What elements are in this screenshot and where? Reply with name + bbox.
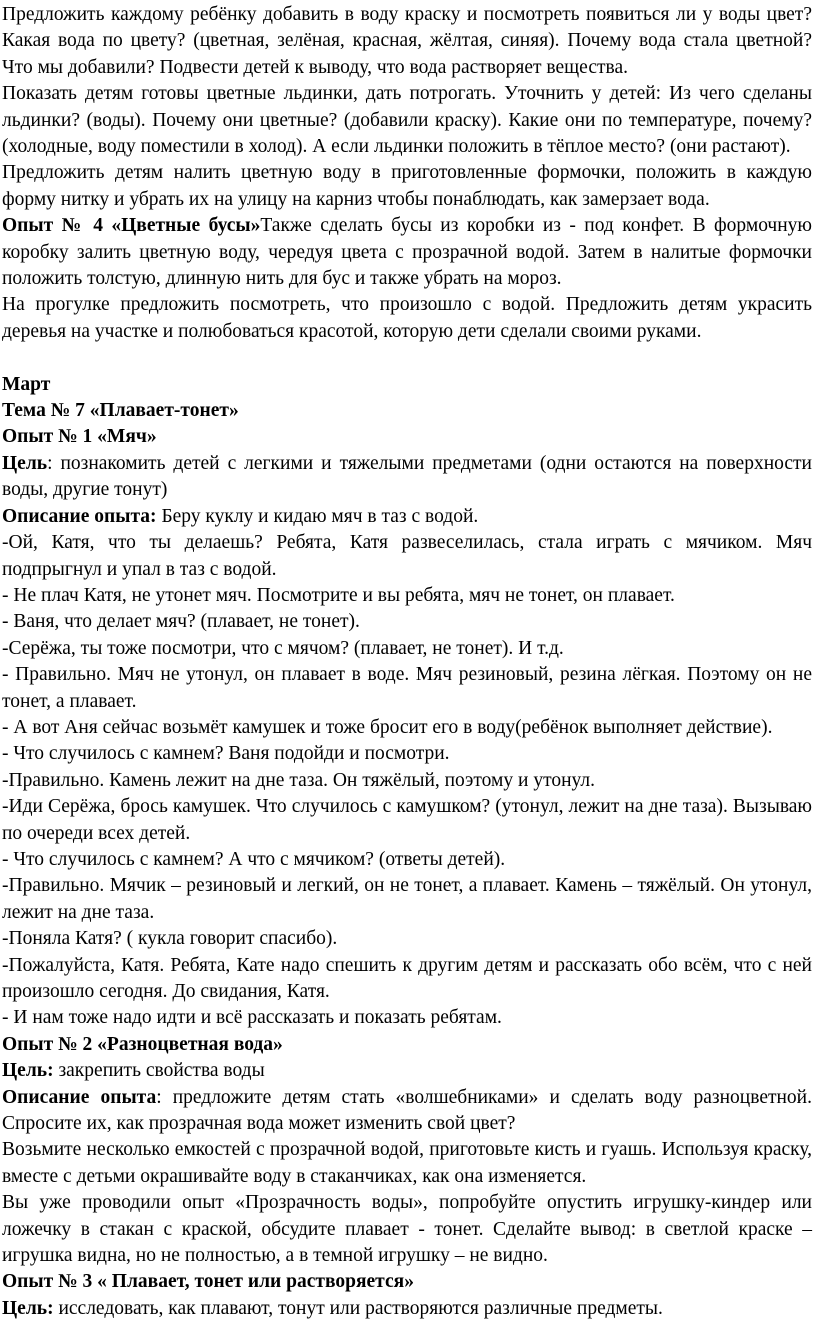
goal-label: Цель — [2, 452, 48, 474]
dialogue-line: -Правильно. Мячик – резиновый и легкий, он не тонет, а плавает. Камень – тяжёлый. Он утонул, лежит на дне таза. — [2, 875, 812, 923]
dialogue-line: -Поняла Катя? ( кукла говорит спасибо). — [2, 928, 338, 950]
dialogue-line: - Не плач Катя, не утонет мяч. Посмотрите и вы ребята, мяч не тонет, он плавает. — [2, 584, 675, 606]
goal-text: : познакомить детей с легкими и тяжелыми предметами (одни остаются на поверхности воды, другие тонут) — [2, 452, 812, 501]
paragraph: Предложить детям налить цветную воду в приготовленные формочки, положить в каждую форму нитку и убрать их на улицу на карниз чтобы понаблюдать, как замерзает вода. — [2, 162, 812, 210]
goal-paragraph — [2, 1058, 812, 1084]
goal-paragraph — [2, 451, 812, 504]
blank-line — [2, 345, 812, 371]
experiment-label: Опыт № 4 «Цветные бусы» — [2, 215, 261, 237]
experiment-heading: Опыт № 2 «Разноцветная вода» — [2, 1033, 283, 1055]
dialogue-line: - Что случилось с камнем? А что с мячиком? (ответы детей). — [2, 848, 506, 870]
dialogue-line: - И нам тоже надо идти и всё рассказать и показать ребятам. — [2, 1007, 502, 1029]
goal-text: закрепить свойства воды — [53, 1060, 265, 1082]
description-label: Описание опыта — [2, 1086, 157, 1108]
description-text: Беру куклу и кидаю мяч в таз с водой. — [156, 505, 479, 527]
goal-label: Цель: — [2, 1060, 54, 1082]
description-label: Описание опыта: — [2, 505, 157, 527]
paragraph: Вы уже проводили опыт «Прозрачность воды», попробуйте опустить игрушку-киндер или ложечку в стакан с краской, обсудите плавает - тонет. Сделайте вывод: в светлой краске – игрушка видна, но не полностью, а в темной игрушку – не видно. — [2, 1192, 812, 1267]
description-paragraph — [2, 504, 812, 530]
goal-label: Цель: — [2, 1297, 54, 1319]
paragraph: Возьмите несколько емкостей с прозрачной водой, приготовьте кисть и гуашь. Используя краску, вместе с детьми окрашивайте воду в стаканчиках, как она изменяется. — [2, 1139, 812, 1187]
experiment-heading: Опыт № 3 « Плавает, тонет или растворяется» — [2, 1271, 414, 1293]
dialogue-line: -Иди Серёжа, брось камушек. Что случилось с камушком? (утонул, лежит на дне таза). Вызываю по очереди всех детей. — [2, 796, 812, 844]
paragraph: На прогулке предложить посмотреть, что произошло с водой. Предложить детям украсить деревья на участке и полюбоваться красотой, которую дети сделали своими руками. — [2, 294, 812, 342]
paragraph — [2, 213, 812, 292]
dialogue-line: -Серёжа, ты тоже посмотри, что с мячом? (плавает, не тонет). И т.д. — [2, 637, 564, 659]
dialogue-line: - А вот Аня сейчас возьмёт камушек и тоже бросит его в воду(ребёнок выполняет действие). — [2, 716, 773, 738]
description-text: : предложите детям стать «волшебниками» и сделать воду разноцветной. Спросите их, как прозрачная вода может изменить свой цвет? — [2, 1086, 812, 1135]
month-heading: Март — [2, 373, 51, 395]
experiment-heading: Опыт № 1 «Мяч» — [2, 426, 157, 448]
paragraph: Показать детям готовы цветные льдинки, дать потрогать. Уточнить у детей: Из чего сделаны льдинки? (воды). Почему они цветные? (добавили краску). Какие они по температуре, почему? (холодные, воду поместили в холод). А если льдинки положить в тёплое место? (они растают). — [2, 83, 812, 158]
goal-paragraph — [2, 1296, 812, 1322]
description-paragraph — [2, 1085, 812, 1138]
dialogue-line: -Ой, Катя, что ты делаешь? Ребята, Катя развеселилась, стала играть с мячиком. Мяч подпрыгнул и упал в таз с водой. — [2, 532, 812, 580]
dialogue-line: - Ваня, что делает мяч? (плавает, не тонет). — [2, 611, 360, 633]
goal-text: исследовать, как плавают, тонут или растворяются различные предметы. — [53, 1297, 663, 1319]
dialogue-line: -Правильно. Камень лежит на дне таза. Он тяжёлый, поэтому и утонул. — [2, 769, 596, 791]
dialogue-line: -Пожалуйста, Катя. Ребята, Кате надо спешить к другим детям и рассказать обо всём, что с ней произошло сегодня. До свидания, Катя. — [2, 954, 812, 1003]
paragraph-text: Также сделать бусы из коробки из - под конфет. В формочную коробку залить цветную воду, чередуя цвета с прозрачной водой. Затем в налитые формочки положить толстую, длинную нить для бус и также убрать на мороз. — [2, 215, 812, 290]
dialogue-line: - Что случилось с камнем? Ваня подойди и посмотри. — [2, 743, 450, 765]
dialogue-line: - Правильно. Мяч не утонул, он плавает в воде. Мяч резиновый, резина лёгкая. Поэтому он не тонет, а плавает. — [2, 664, 812, 712]
paragraph: Предложить каждому ребёнку добавить в воду краску и посмотреть появиться ли у воды цвет? Какая вода по цвету? (цветная, зелёная, красная, жёлтая, синяя). Почему вода стала цветной? Что мы добавили? Подвести детей к выводу, что вода растворяет вещества. — [2, 4, 812, 78]
topic-heading: Тема № 7 «Плавает-тонет» — [2, 400, 239, 422]
